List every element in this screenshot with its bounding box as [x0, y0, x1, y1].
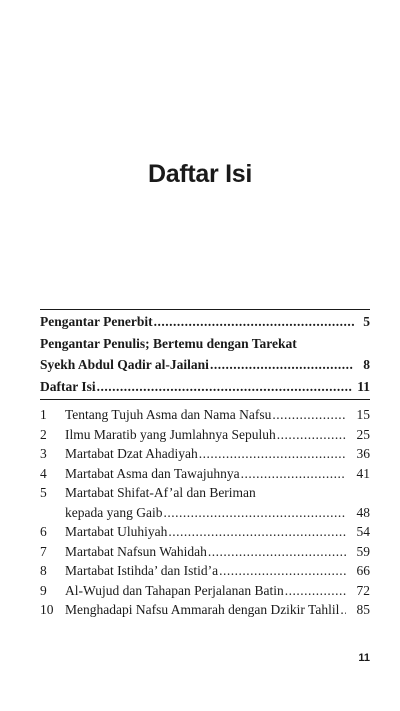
chapter-page: 48 [356, 504, 370, 520]
chapter-row-1[interactable] [40, 405, 370, 425]
dot-leader [199, 444, 346, 464]
dot-leader [285, 581, 346, 601]
chapter-number: 7 [40, 543, 47, 559]
chapter-row-2[interactable] [40, 425, 370, 445]
toc-entry-pengantar-penerbit[interactable] [40, 311, 370, 333]
chapter-number: 2 [40, 426, 47, 442]
chapter-title: Martabat Asma dan Tawajuhnya [65, 465, 240, 481]
toc-entry-page: 5 [363, 314, 370, 329]
chapter-row-9[interactable] [40, 581, 370, 601]
chapter-number: 4 [40, 465, 47, 481]
chapter-page: 59 [356, 543, 370, 559]
dot-leader [241, 464, 346, 484]
toc-entry-pengantar-penulis-cont[interactable] [40, 354, 370, 376]
front-matter-bottom-rule [40, 399, 370, 400]
chapter-row-7[interactable] [40, 542, 370, 562]
chapter-page: 41 [356, 465, 370, 481]
chapter-row-3[interactable] [40, 444, 370, 464]
chapter-page: 85 [356, 602, 370, 617]
dot-leader [210, 354, 354, 376]
dot-leader [97, 376, 354, 398]
chapter-title: Martabat Uluhiyah [65, 524, 168, 539]
dot-leader [163, 503, 346, 523]
chapter-number: 5 [40, 485, 47, 500]
chapter-number: 9 [40, 582, 47, 598]
toc-entry-title: Pengantar Penulis; Bertemu dengan Tarekat [40, 335, 297, 351]
front-matter-top-rule [40, 309, 370, 310]
chapter-title: Martabat Dzat Ahadiyah [65, 446, 198, 461]
toc-entry-daftar-isi[interactable] [40, 376, 370, 398]
toc-entry-title: Pengantar Penerbit [40, 314, 153, 329]
dot-leader [219, 561, 346, 581]
chapter-page: 25 [356, 426, 370, 442]
chapter-title: Ilmu Maratib yang Jumlahnya Sepuluh [65, 426, 276, 442]
chapter-title: Martabat Istihda’ dan Istid’a [65, 563, 219, 578]
toc-entry-page: 11 [357, 378, 370, 394]
dot-leader [154, 311, 354, 333]
toc-entry-page: 8 [363, 357, 370, 372]
chapter-page: 36 [356, 446, 370, 461]
dot-leader [340, 600, 346, 620]
chapter-list [40, 405, 370, 620]
chapter-row-6[interactable] [40, 522, 370, 542]
dot-leader [272, 405, 346, 425]
dot-leader [168, 522, 346, 542]
chapter-title: Al-Wujud dan Tahapan Perjalanan Batin [65, 582, 284, 598]
page-number: 11 [358, 652, 370, 664]
chapter-title: Martabat Nafsun Wahidah [65, 543, 207, 559]
dot-leader [208, 542, 346, 562]
chapter-number: 1 [40, 407, 47, 422]
chapter-title: kepada yang Gaib [65, 504, 163, 520]
toc-entry-pengantar-penulis[interactable] [40, 333, 370, 355]
chapter-number: 6 [40, 524, 47, 539]
chapter-page: 72 [356, 582, 370, 598]
chapter-page: 54 [356, 524, 370, 539]
chapter-title: Tentang Tujuh Asma dan Nama Nafsu [65, 407, 272, 422]
chapter-page: 15 [356, 407, 370, 422]
chapter-number: 8 [40, 563, 47, 578]
chapter-row-10[interactable] [40, 600, 370, 620]
chapter-number: 3 [40, 446, 47, 461]
chapter-row-5[interactable] [40, 483, 370, 503]
chapter-title: Martabat Shifat-Af’al dan Beriman [65, 485, 256, 500]
page-title: Daftar Isi [148, 160, 252, 188]
front-matter-list [40, 309, 370, 400]
chapter-title: Menghadapi Nafsu Ammarah dengan Dzikir Tahlil [65, 602, 340, 617]
chapter-row-5-cont[interactable] [40, 503, 370, 523]
toc-entry-title: Daftar Isi [40, 378, 96, 394]
toc-entry-title: Syekh Abdul Qadir al-Jailani [40, 357, 209, 372]
chapter-row-8[interactable] [40, 561, 370, 581]
chapter-row-4[interactable] [40, 464, 370, 484]
chapter-page: 66 [356, 563, 370, 578]
chapter-number: 10 [40, 602, 54, 617]
dot-leader [277, 425, 346, 445]
